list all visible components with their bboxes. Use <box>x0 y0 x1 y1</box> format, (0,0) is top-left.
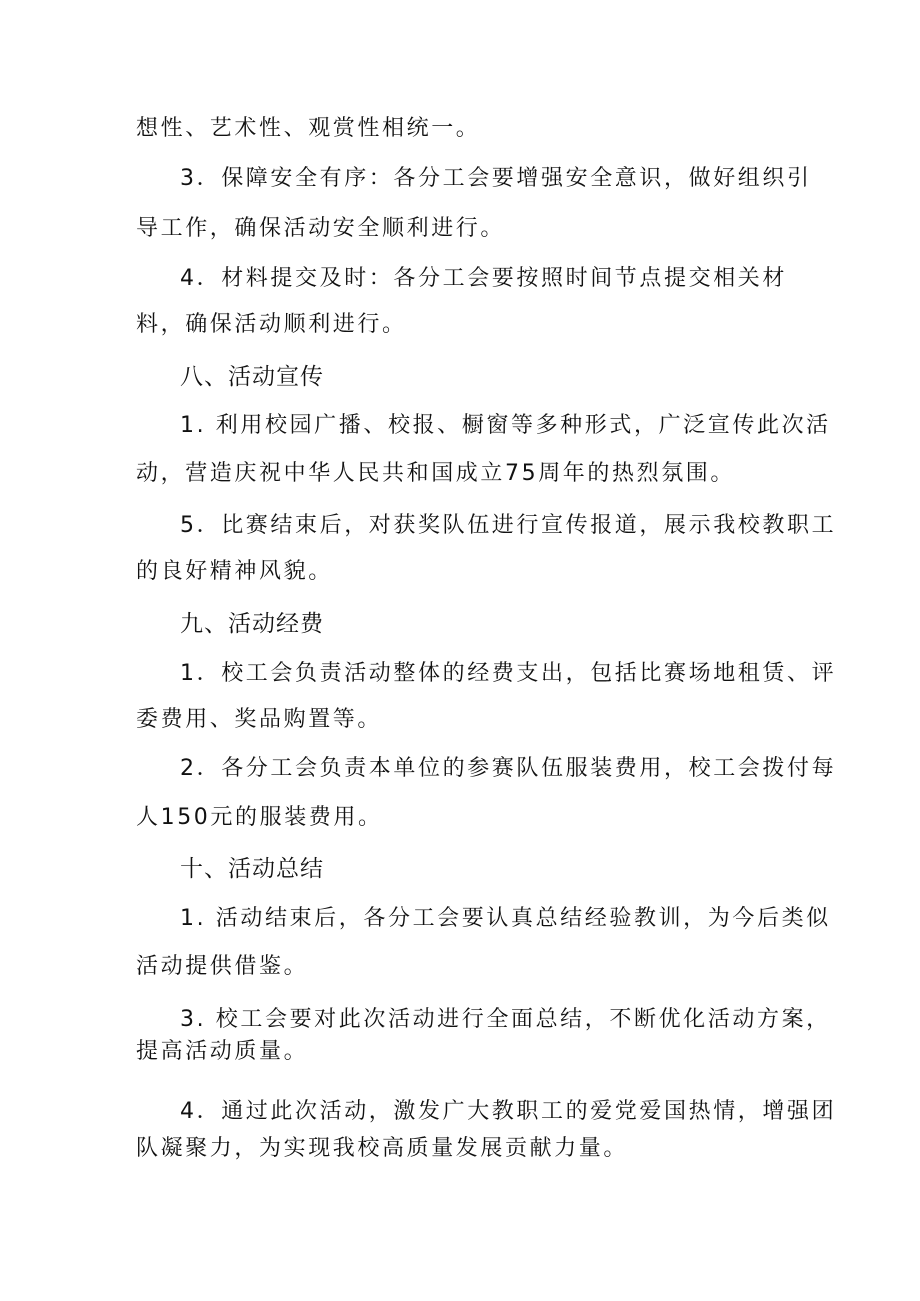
publicity-item-1-line-1: 1. 利用校园广播、校报、橱窗等多种形式，广泛宣传此次活 <box>180 413 831 438</box>
list-item-4-line-1: 4．材料提交及时：各分工会要按照时间节点提交相关材 <box>180 266 787 291</box>
paragraph-continuation: 想性、艺术性、观赏性相统一。 <box>136 116 481 141</box>
summary-item-4-line-2: 队凝聚力，为实现我校高质量发展贡献力量。 <box>136 1136 629 1161</box>
publicity-item-1-line-2: 动，营造庆祝中华人民共和国成立75周年的热烈氛围。 <box>136 461 735 486</box>
section-heading-publicity: 八、活动宣传 <box>180 364 324 390</box>
list-item-3-line-2: 导工作，确保活动安全顺利进行。 <box>136 216 506 241</box>
funding-item-1-line-1: 1．校工会负责活动整体的经费支出，包括比赛场地租赁、评 <box>180 661 837 686</box>
funding-item-1-line-2: 委费用、奖品购置等。 <box>136 707 383 732</box>
summary-item-3-line-1: 3. 校工会要对此次活动进行全面总结，不断优化活动方案， <box>180 1007 831 1032</box>
funding-item-2-line-1: 2．各分工会负责本单位的参赛队伍服装费用，校工会拨付每 <box>180 756 837 781</box>
summary-item-3-line-2: 提高活动质量。 <box>136 1039 309 1064</box>
funding-item-2-line-2: 人150元的服装费用。 <box>136 805 383 830</box>
section-heading-summary: 十、活动总结 <box>180 856 324 882</box>
summary-item-1-line-1: 1. 活动结束后，各分工会要认真总结经验教训，为今后类似 <box>180 906 831 931</box>
summary-item-1-line-2: 活动提供借鉴。 <box>136 954 309 979</box>
publicity-item-5-line-1: 5．比赛结束后，对获奖队伍进行宣传报道，展示我校教职工 <box>180 513 837 538</box>
list-item-3-line-1: 3．保障安全有序：各分工会要增强安全意识，做好组织引 <box>180 166 812 191</box>
summary-item-4-line-1: 4．通过此次活动，激发广大教职工的爱党爱国热情，增强团 <box>180 1099 837 1124</box>
publicity-item-5-line-2: 的良好精神风貌。 <box>136 559 333 584</box>
list-item-4-line-2: 料，确保活动顺利进行。 <box>136 312 407 337</box>
section-heading-funding: 九、活动经费 <box>180 611 324 637</box>
